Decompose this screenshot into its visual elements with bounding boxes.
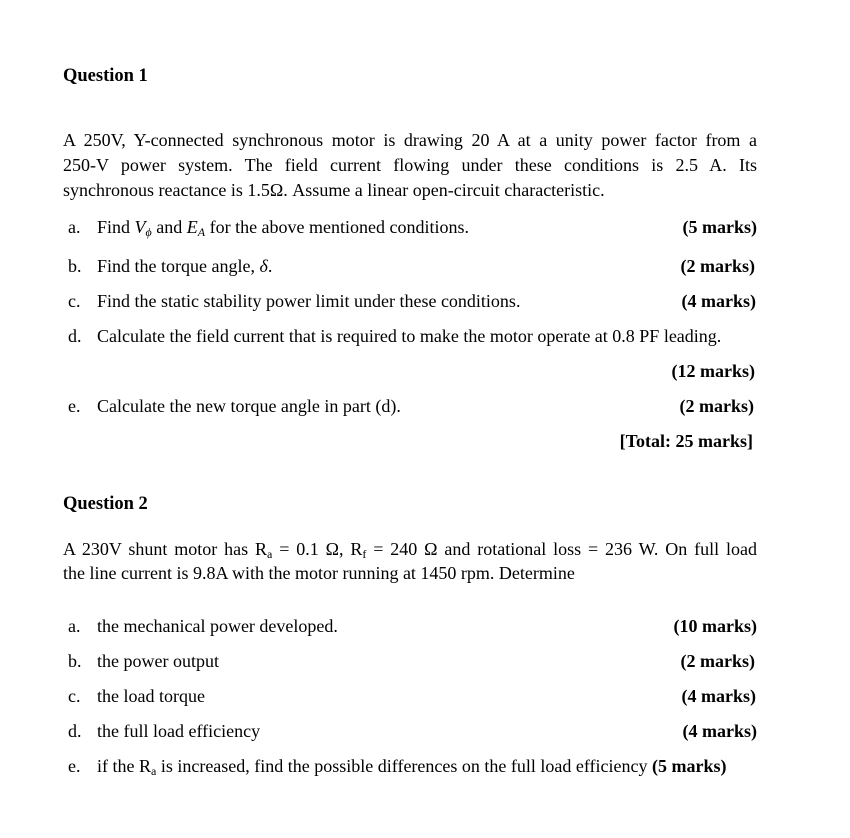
question-1-item-d [68,324,758,348]
item-letter: a. [68,217,81,237]
item-letter: e. [68,756,81,776]
item-text: Calculate the new torque angle in part (d). [97,396,401,416]
item-letter: d. [68,721,82,741]
item-marks: (10 marks) [673,616,757,636]
item-marks: (4 marks) [681,686,756,706]
item-letter: c. [68,686,81,706]
question-1-item-c [68,289,758,313]
item-text: the load torque [97,686,205,706]
question-2-item-e [68,754,758,778]
question-2-item-a [68,614,758,638]
item-marks: (5 marks) [652,756,727,776]
question-1-intro-line: 250-V power system. The field current flowing under these conditions is 2.5 A. Its [63,155,757,175]
item-text: the power output [97,651,219,671]
question-2-item-c [68,684,758,708]
question-2-intro-line: A 230V shunt motor has $R_a = 0.1$ Ω, $R_f = 240$ Ω and rotational loss = 236 W. On full load [63,539,758,561]
question-2-intro-line: the line current is 9.8A with the motor running at 1450 rpm. Determine [63,563,575,583]
item-letter: d. [68,326,82,346]
question-1-intro-line: A 250V, Y-connected synchronous motor is drawing 20 A at a unity power factor from a [63,130,757,150]
question-1-intro-line: synchronous reactance is 1.5Ω. Assume a linear open-circuit characteristic. [63,180,605,200]
item-letter: b. [68,256,82,276]
item-text: the full load efficiency [97,721,261,741]
item-text: Calculate the field current that is required to make the motor operate at 0.8 PF leading. [97,326,722,346]
item-marks: (2 marks) [680,256,755,276]
item-letter: c. [68,291,81,311]
item-text: Find $V_\phi$ and $E_A$ for the above mentioned conditions. [97,217,470,239]
question-2-intro [63,537,757,585]
item-text: if the $R_a$ is increased, find the possible differences on the full load efficiency (5 marks) [97,756,727,778]
item-text: Find the static stability power limit under these conditions. [97,291,521,311]
item-letter: e. [68,396,81,416]
question-2-item-b [68,649,758,673]
question-1-item-e [68,394,758,418]
question-1-heading: Question 1 [63,66,148,86]
item-marks: (5 marks) [682,217,757,237]
question-2-item-d [68,719,758,743]
item-marks: (2 marks) [679,396,754,416]
item-text: the mechanical power developed. [97,616,338,636]
item-marks: (4 marks) [682,721,757,741]
question-1-intro [63,128,757,203]
item-text: Find the torque angle, δ. [97,256,273,276]
question-1-total: [Total: 25 marks] [619,431,753,451]
item-marks: (2 marks) [680,651,755,671]
question-1-item-b [68,254,758,278]
item-marks: (4 marks) [681,291,756,311]
item-marks: (12 marks) [671,361,755,381]
question-1-item-a [68,215,758,239]
item-letter: b. [68,651,82,671]
item-letter: a. [68,616,81,636]
question-2-heading: Question 2 [63,494,148,514]
